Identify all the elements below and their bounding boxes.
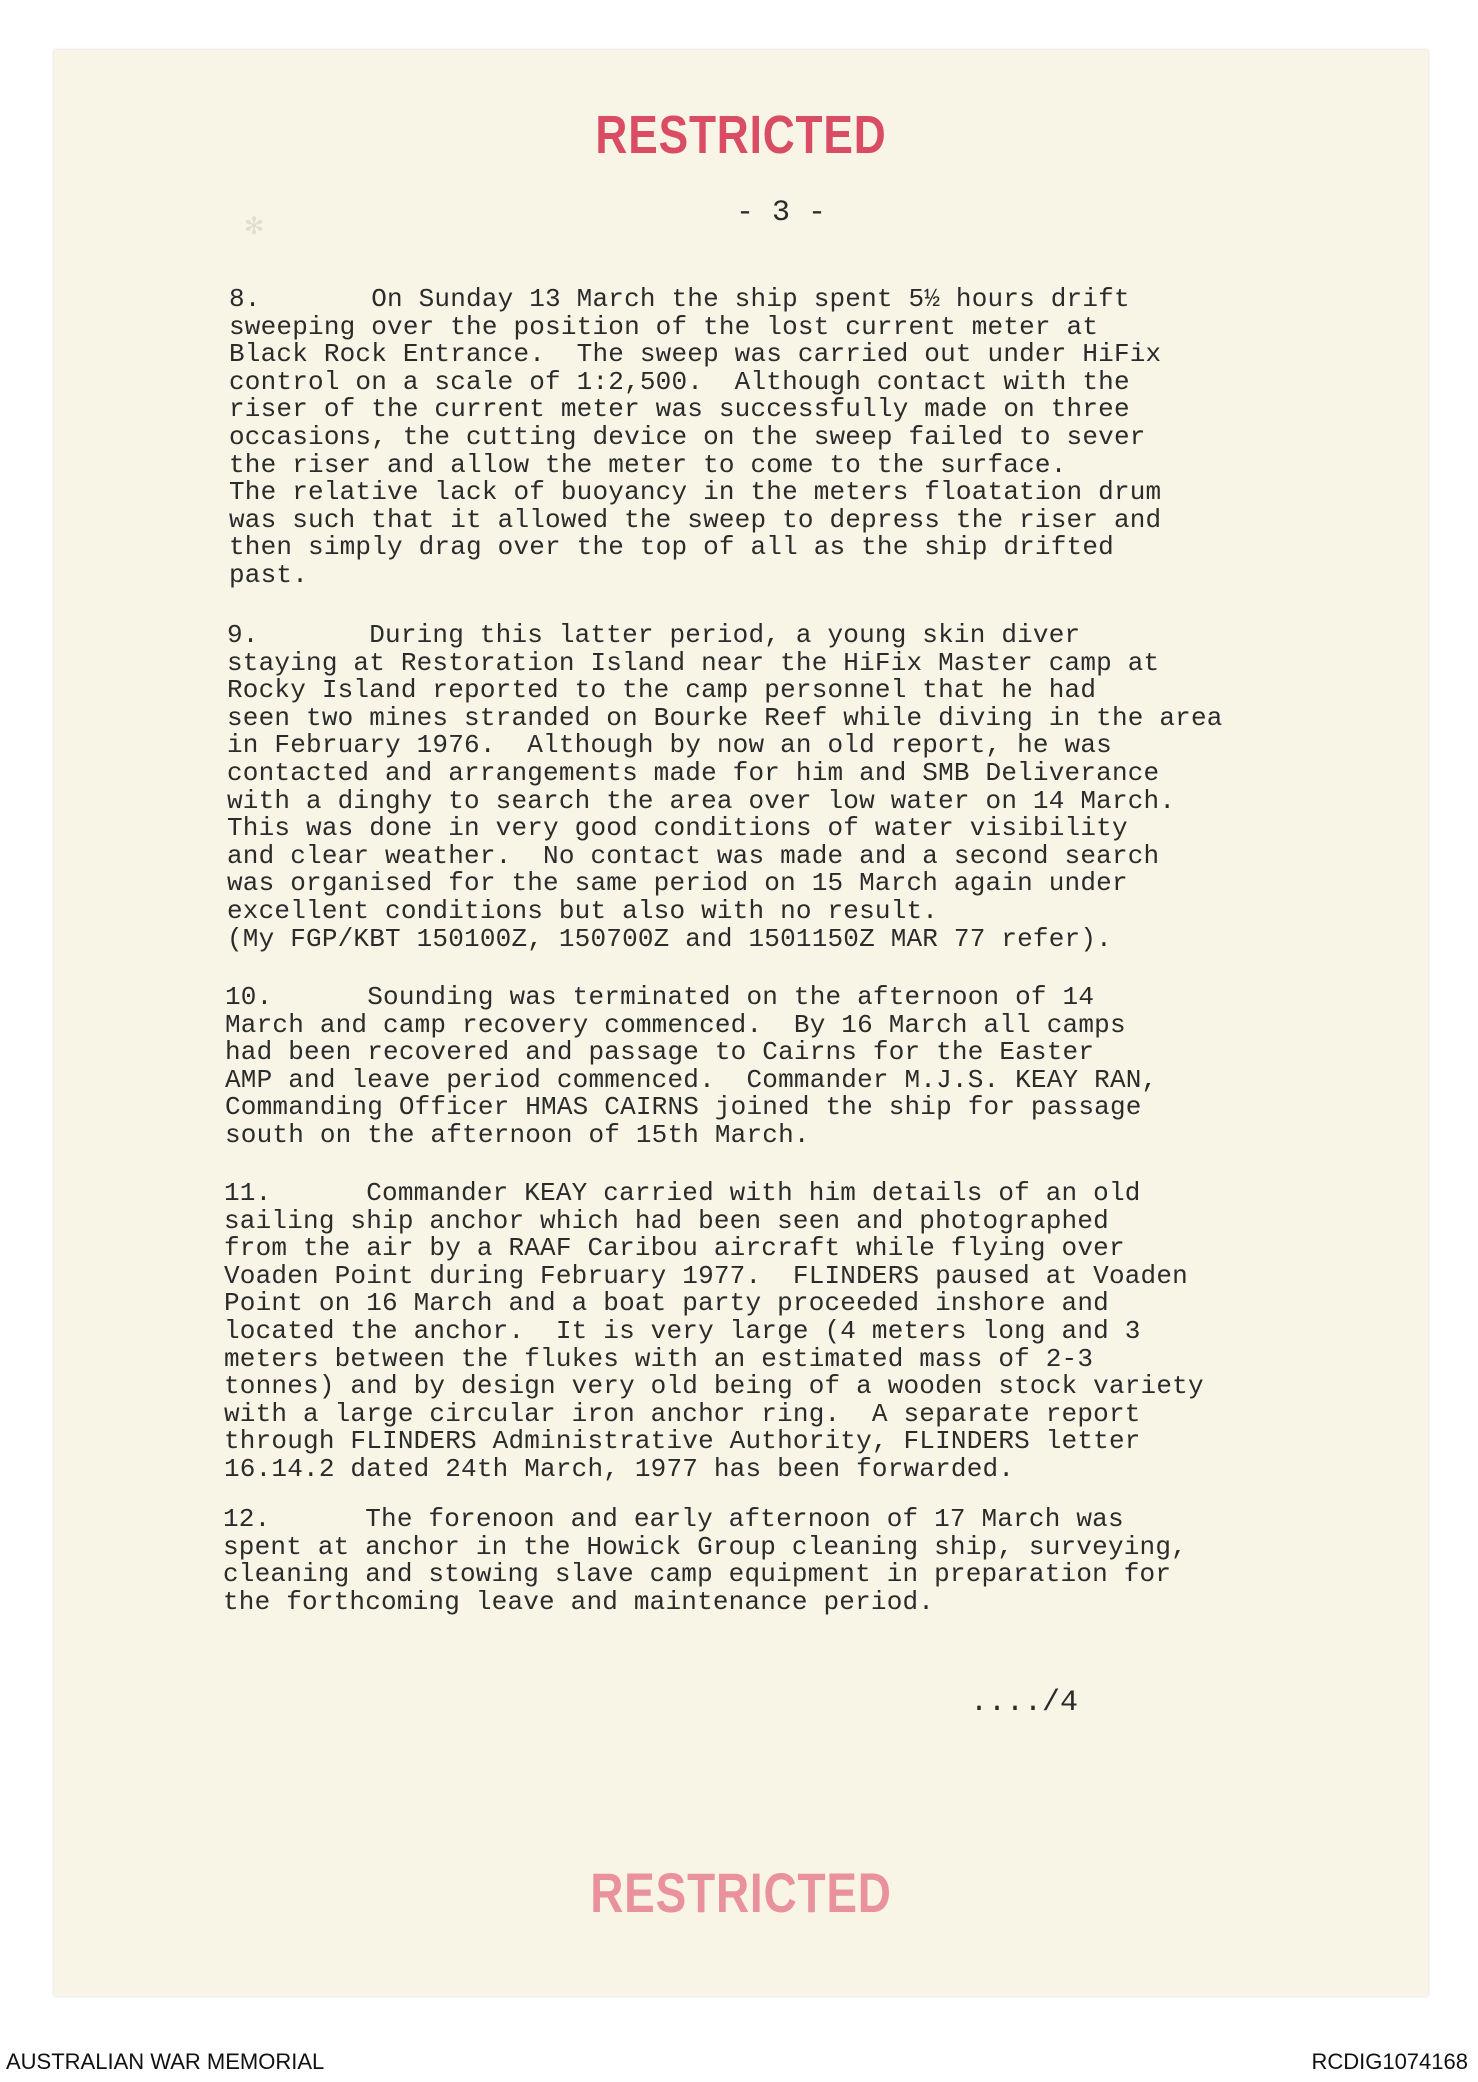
footer-source-label: AUSTRALIAN WAR MEMORIAL	[6, 2049, 325, 2074]
paragraph-9: 9. During this latter period, a young skin diver staying at Restoration Island near the HiFix Master camp at Rocky Island reported to the camp personnel that he had seen two mines stranded on Bourke Reef while diving in the area in February 1976. Although by now an old report, he was contacted and arrangements made for him and SMB Deliverance with a dinghy to search the area over low water on 14 March. This was done in very good conditions of water visibility and clear weather. No contact was made and a second search was organised for the same period on 15 March again under excellent conditions but also with no result. (My FGP/KBT 150100Z, 150700Z and 1501150Z MAR 77 refer).	[227, 620, 1223, 954]
paper-blemish-icon: ✻	[244, 212, 265, 240]
paragraph-10: 10. Sounding was terminated on the afternoon of 14 March and camp recovery commenced. By 16 March all camps had been recovered and passage to Cairns for the Easter AMP and leave period commenced. Commander M.J.S. KEAY RAN, Commanding Officer HMAS CAIRNS joined the ship for passage south on the afternoon of 15th March.	[225, 982, 1158, 1150]
paragraph-11: 11. Commander KEAY carried with him details of an old sailing ship anchor which had been seen and photographed from the air by a RAAF Caribou aircraft while flying over Voaden Point during February 1977. FLINDERS paused at Voaden Point on 16 March and a boat party proceeded inshore and located the anchor. It is very large (4 meters long and 3 meters between the flukes with an estimated mass of 2-3 tonnes) and by design very old being of a wooden stock variety with a large circular iron anchor ring. A separate report through FLINDERS Administrative Authority, FLINDERS letter 16.14.2 dated 24th March, 1977 has been forwarded.	[224, 1178, 1204, 1484]
continuation-marker: ..../4	[970, 1686, 1079, 1720]
restricted-stamp-bottom: RESTRICTED	[590, 1861, 892, 1924]
paragraph-8: 8. On Sunday 13 March the ship spent 5½ hours drift sweeping over the position of the lost current meter at Black Rock Entrance. The sweep was carried out under HiFix control on a scale of 1:2,500. Although contact with the riser of the current meter was successfully made on three occasions, the cutting device on the sweep failed to sever the riser and allow the meter to come to the surface. The relative lack of buoyancy in the meters floatation drum was such that it allowed the sweep to depress the riser and then simply drag over the top of all as the ship drifted past.	[229, 284, 1162, 590]
document-page	[54, 50, 1428, 1996]
paragraph-12: 12. The forenoon and early afternoon of 17 March was spent at anchor in the Howick Group cleaning ship, surveying, cleaning and stowing slave camp equipment in preparation for the forthcoming leave and maintenance period.	[223, 1504, 1187, 1617]
page-number: - 3 -	[735, 196, 826, 230]
restricted-stamp-top: RESTRICTED	[595, 105, 887, 165]
footer-record-id: RCDIG1074168	[1311, 2049, 1468, 2074]
